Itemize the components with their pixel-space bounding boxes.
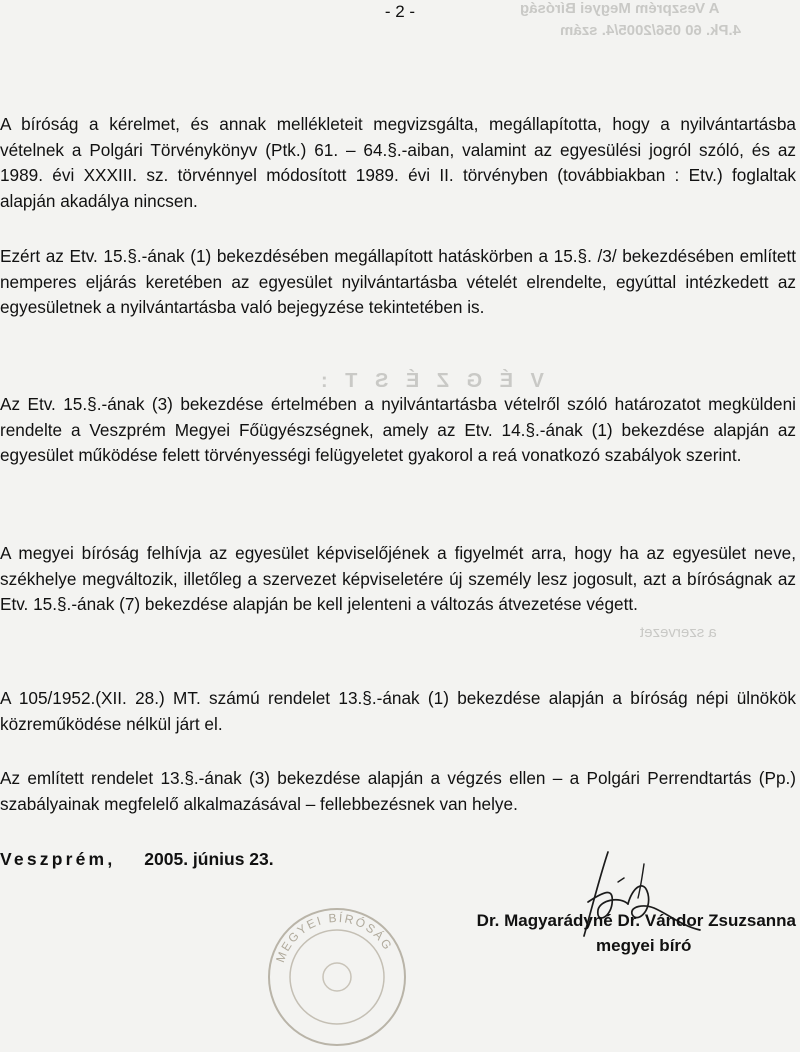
court-seal	[262, 902, 412, 1052]
page-number: - 2 -	[384, 2, 416, 21]
paragraph-4: A megyei bíróság felhívja az egyesület képviselőjének a figyelmét arra, hogy ha az egyesület neve, székhelye megváltozik, illetőleg a szervezet képviseletére új személy lesz jogosult, azt a bíróságnak az Etv. 15.§.-ának (7) bekezdése alapján be kell jelenteni a változás átvezetése végett.	[0, 543, 796, 614]
signer-title: megyei bíró	[596, 936, 692, 955]
bleed-through-text: 4.Pk. 60 056/2005/4. szám	[560, 22, 741, 39]
place-name: Veszprém,	[0, 849, 116, 869]
decision-date: 2005. június 23.	[144, 849, 274, 869]
bleed-through-text: V É G Z É S T :	[315, 370, 544, 392]
paragraph-1: A bíróság a kérelmet, és annak mellékleteit megvizsgálta, megállapította, hogy a nyilvántartásba vételnek a Polgári Törvénykönyv (Ptk.) 61. – 64.§.-aiban, valamint az egyesülési jogról szóló, és az 1989. évi XXXIII. sz. törvénnyel módosított 1989. évi II. törvényben (továbbiakban : Etv.) foglaltak alapján akadálya nincsen.	[0, 114, 796, 211]
seal-text: MEGYEI BÍRÓSÁG	[273, 910, 396, 965]
bleed-through-text: a szervezet	[640, 624, 717, 641]
signature-scribble	[548, 838, 708, 948]
svg-text:MEGYEI BÍRÓSÁG	[273, 910, 395, 964]
paragraph-6: Az említett rendelet 13.§.-ának (3) bekezdése alapján a végzés ellen – a Polgári Perrendtartás (Pp.) szabályainak megfelelő alkalmazásával – fellebbezésnek van helye.	[0, 768, 796, 814]
date-line	[0, 849, 274, 870]
paragraph-2: Ezért az Etv. 15.§.-ának (1) bekezdésében megállapított hatáskörben a 15.§. /3/ bekezdésében említett nemperes eljárás keretében az egyesület nyilvántartásba vételét elrendelte, egyúttal intézkedett az egyesületnek a nyilvántartásba való bejegyzése tekintetében is.	[0, 246, 796, 317]
paragraph-3: Az Etv. 15.§.-ának (3) bekezdése értelmében a nyilvántartásba vételről szóló határozatot megküldeni rendelte a Veszprém Megyei Főügyészségnek, amely az Etv. 14.§.-ának (1) bekezdése alapján az egyesület működése felett törvényességi felügyeletet gyakorol a reá vonatkozó szabályok szerint.	[0, 394, 796, 465]
paragraph-5: A 105/1952.(XII. 28.) MT. számú rendelet 13.§.-ának (1) bekezdése alapján a bíróság népi ülnökök közreműködése nélkül járt el.	[0, 688, 796, 734]
bleed-through-text: A Veszprém Megyei Bíróság	[520, 0, 720, 17]
signer-name: Dr. Magyarádyné Dr. Vándor Zsuzsanna	[476, 911, 796, 930]
